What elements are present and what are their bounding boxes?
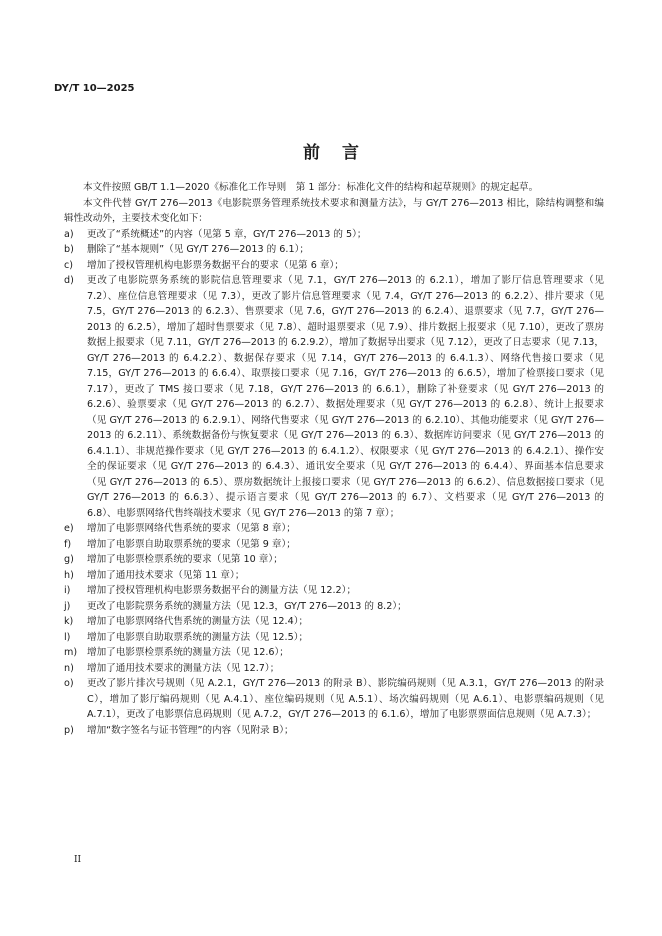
list-item-marker: m) [64,647,78,658]
list-item-text: 增加了通用技术要求（见第 11 章）； [87,569,245,581]
list-item-marker: b) [64,244,74,255]
list-item-marker: i) [64,585,71,596]
list-item [64,630,604,646]
list-item-marker: n) [64,662,74,674]
list-item-marker: h) [64,569,74,581]
list-item [64,227,604,243]
list-item [64,676,604,723]
list-item-marker: k) [64,616,74,627]
list-item [64,537,604,553]
intro-paragraph: 本文件代替 GY/T 276—2013《电影院票务管理系统技术要求和测量方法》，与 GY/T 276—2013 相比，除结构调整和编辑性改动外，主要技术变化如下： [64,197,604,224]
page-number: II [74,855,82,865]
list-item-text: 增加了电影票自助取票系统的测量方法（见 12.5）； [87,631,309,643]
change-list [64,227,604,739]
intro-paragraph: 本文件按照 GB/T 1.1—2020《标准化工作导则 第 1 部分：标准化文件的结构和起草规则》的规定起草。 [83,182,539,193]
list-item [64,723,604,739]
page-title: 前言 [303,143,381,163]
list-item-text: 更改了电影院票务系统的影院信息管理要求（见 7.1，GY/T 276—2013 的 6.2.1），增加了影厅信息管理要求（见 7.2）、座位信息管理要求（见 7.3），更改了影片信息管理要求（见 7.4，GY/T 276—2013 的 6.2.2）、排片要求（见 7.5，GY/T 276—2013 的 6.2.3）、售票要求（见 7.6，GY/T 276—2013 的 6.2.4）、退票要求（见 7.7，GY/T 276—2013 的 6.2.5），增加了超时售票要求（见 7.8）、超时退票要求（见 7.9）、排片数据上报要求（见 7.10），更改了票房数据上报要求（见 7.11，GY/T 276—2013 的 6.2.9.2），增加了数据导出要求（见 7.12），更改了日志要求（见 7.13，GY/T 276—2013 的 6.4.2.2）、数据保存要求（见 7.14，GY/T 276—2013 的 6.4.1.3）、网络代售接口要求（见 7.15，GY/T 276—2013 的 6.6.4）、取票接口要求（见 7.16，GY/T 276—2013 的 6.6.5），增加了检票接口要求（见 7.17），更改了 TMS 接口要求（见 7.18，GY/T 276—2013 的 6.6.1），删除了补登要求（见 GY/T 276—2013 的 6.2.6）、验票要求（见 GY/T 276—2013 的 6.2.7）、数据处理要求（见 GY/T 276—2013 的 6.2.8）、统计上报要求（见 GY/T 276—2013 的 6.2.9.1）、网络代售要求（见 GY/T 276—2013 的 6.2.10）、其他功能要求（见 GY/T 276—2013 的 6.2.11）、系统数据备份与恢复要求（见 GY/T 276—2013 的 6.3）、数据库访问要求（见 GY/T 276—2013 的 6.4.1.1）、非规范操作要求（见 GY/T 276—2013 的 6.4.1.2）、权限要求（见 GY/T 276—2013 的 6.4.2.1）、操作安全的保证要求（见 GY/T 276—2013 的 6.4.3）、通讯安全要求（见 GY/T 276—2013 的 6.4.4）、界面基本信息要求（见 GY/T 276—2013 的 6.5）、票房数据统计上报接口要求（见 GY/T 276—2013 的 6.6.2）、信息数据接口要求（见 GY/T 276—2013 的 6.6.3）、提示语言要求（见 GY/T 276—2013 的 6.7）、文档要求（见 GY/T 276—2013 的 6.8）、电影票网络代售终端技术要求（见 GY/T 276—2013 的第 7 章）； [87,275,604,519]
list-item-marker: f) [64,538,72,550]
list-item-text: 增加了电影票检票系统的要求（见第 10 章）； [87,554,283,565]
list-item [64,552,604,568]
list-item-text: 增加了电影票网络代售系统的要求（见第 8 章）； [87,523,296,534]
list-item-marker: p) [64,724,74,736]
list-item [64,583,604,599]
list-item [64,614,604,630]
list-item [64,258,604,274]
list-item-text: 增加了电影票自助取票系统的要求（见第 9 章）； [87,538,296,550]
list-item-text: 增加了授权管理机构电影票务数据平台的测量方法（见 12.2）； [87,585,357,596]
list-item [64,568,604,584]
document-body [64,180,604,738]
list-item [64,521,604,537]
list-item-marker: d) [64,275,74,286]
list-item-text: 删除了“基本规则”（见 GY/T 276—2013 的 6.1）； [87,244,309,255]
list-item [64,645,604,661]
list-item [64,273,604,521]
list-item-text: 增加了电影票检票系统的测量方法（见 12.6）； [87,647,289,658]
list-item-marker: j) [64,600,71,612]
list-item [64,599,604,615]
list-item-marker: o) [64,678,74,689]
list-item-marker: e) [64,523,74,534]
list-item-text: 增加了授权管理机构电影票务数据平台的要求（见第 6 章）； [87,259,344,271]
list-item-text: 更改了电影院票务系统的测量方法（见 12.3，GY/T 276—2013 的 8.2）； [87,600,407,612]
list-item-marker: c) [64,259,74,271]
list-item-text: 增加“数字签名与证书管理”的内容（见附录 B）； [87,724,294,736]
document-code: DY/T 10—2025 [54,83,135,94]
list-item [64,661,604,677]
list-item-text: 更改了影片排次号规则（见 A.2.1，GY/T 276—2013 的附录 B）、影院编码规则（见 A.3.1，GY/T 276—2013 的附录 C），增加了影厅编码规则（见 A.4.1）、座位编码规则（见 A.5.1）、场次编码规则（见 A.6.1）、电影票编码规则（见 A.7.1），更改了电影票信息码规则（见 A.7.2，GY/T 276—2013 的 6.1.6），增加了电影票票面信息规则（见 A.7.3）； [87,678,604,720]
list-item-text: 更改了“系统概述”的内容（见第 5 章，GY/T 276—2013 的 5）； [87,228,367,240]
list-item-text: 增加了电影票网络代售系统的测量方法（见 12.4）； [87,616,309,627]
list-item-marker: l) [64,631,71,643]
list-item-marker: a) [64,228,74,240]
list-item [64,242,604,258]
list-item-text: 增加了通用技术要求的测量方法（见 12.7）； [87,662,280,674]
list-item-marker: g) [64,554,74,565]
